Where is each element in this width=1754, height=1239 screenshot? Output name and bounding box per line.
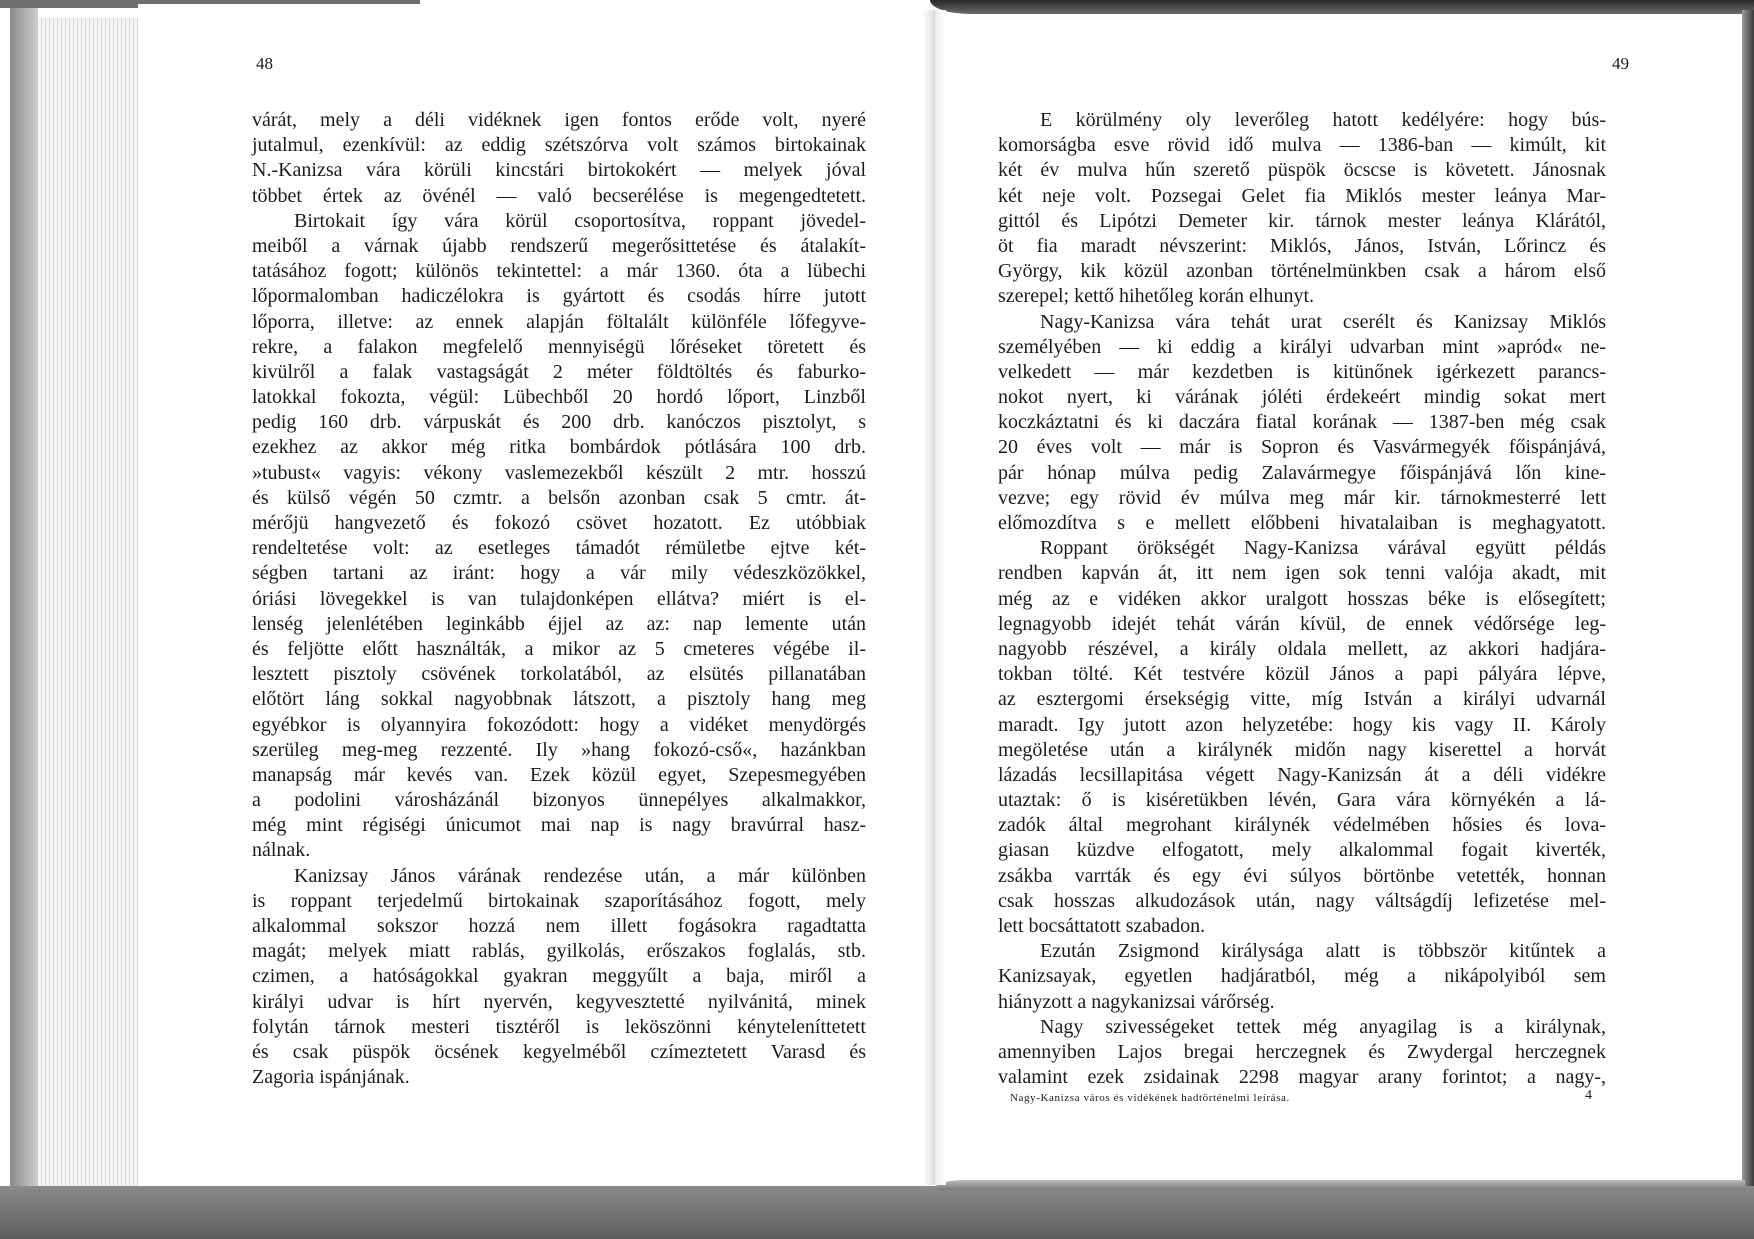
text-line: ségben tartani az iránt: hogy a vár mily védeszközökkel, bbox=[252, 562, 866, 585]
text-line: czimen, a hatóságokkal gyakran meggyűlt a baja, miről a bbox=[252, 965, 866, 988]
text-line: még az e vidéken akkor uralgott hosszas béke is elősegített; bbox=[998, 587, 1606, 610]
page-stack-edges bbox=[38, 18, 138, 1186]
right-page-body-text bbox=[998, 108, 1606, 1090]
text-line: várát, mely a déli vidéknek igen fontos erőde volt, nyeré bbox=[252, 109, 866, 131]
text-line: nokot nyert, ki várának jóléti érdekeért mindig sokat mert bbox=[998, 386, 1606, 409]
text-line: csak hosszas alkudozások után, nagy váltságdíj lefizetése mel- bbox=[998, 889, 1606, 912]
text-line: zadók által megrohant királynék védelmében hősies és lova- bbox=[998, 814, 1606, 837]
text-line: valamint ezek zsidainak 2298 magyar arany forintot; a nagy-, bbox=[998, 1066, 1606, 1089]
text-line: szerepel; kettő hihetőleg korán elhunyt. bbox=[998, 285, 1315, 308]
text-line: két neje volt. Pozsegai Gelet fia Miklós mester leánya Mar- bbox=[998, 184, 1606, 207]
text-line: ezekhez az akkor még ritka bombárdok pótlására 100 drb. bbox=[252, 436, 866, 459]
text-line: szerüleg meg-meg rezzenté. Ily »hang fokozó-cső«, hazánkban bbox=[252, 738, 866, 761]
text-line: latokkal fokozta, végül: Lübechből 20 hordó lőport, Linzből bbox=[252, 386, 866, 409]
book-cover-top-right-edge bbox=[930, 0, 1754, 14]
text-line: E körülmény oly leverőleg hatott kedélyére: hogy bús- bbox=[1040, 109, 1606, 131]
text-line: lázadás lecsillapitása végett Nagy-Kanizsán át a déli vidékre bbox=[998, 763, 1606, 786]
text-line: és csak püspök öcsének kegyelméből czímeztetett Varasd és bbox=[252, 1040, 866, 1063]
left-page-number: 48 bbox=[256, 54, 273, 73]
text-line: öt fia maradt névszerint: Miklós, János, István, Lőrincz és bbox=[998, 234, 1606, 257]
text-line: koczkáztatni és ki daczára fiatal korának — 1387-ben még csak bbox=[998, 411, 1606, 434]
text-line: giasan küzdve elfogatott, mely alkalommal fogait kiverték, bbox=[998, 839, 1606, 862]
text-line: és feljötte előtt használták, a mikor az 5 cmeteres végébe il- bbox=[252, 637, 866, 660]
text-line: »tubust« vagyis: vékony vaslemezekből készült 2 mtr. hosszú bbox=[252, 461, 866, 484]
text-line: egyébkor is olyannyira fokozódott: hogy a vidéket menydörgés bbox=[252, 713, 866, 736]
text-line: velkedett — már kezdetben is kitünőnek igérkezett parancs- bbox=[998, 360, 1606, 383]
text-line: Kanizsay János várának rendezése után, a már különben bbox=[294, 864, 866, 887]
text-line: még mint régiségi únicumot mai nap is nagy bravúrral hasz- bbox=[252, 814, 866, 837]
right-page-number: 49 bbox=[1612, 54, 1629, 73]
book-cover-bottom-edge bbox=[0, 1186, 1754, 1239]
text-line: N.-Kanizsa vára körüli kincstári birtokokért — melyek jóval bbox=[252, 159, 866, 182]
text-line: pár hónap múlva pedig Zalavármegye főispánjává lőn kine- bbox=[998, 461, 1606, 484]
text-line: tokban tölté. Két testvére közül János a papi pályára lépve, bbox=[998, 663, 1606, 686]
text-line: gittól és Lipótzi Demeter kir. tárnok mester leánya Klárától, bbox=[998, 209, 1606, 232]
text-line: manapság már kevés van. Ezek közül egyet, Szepesmegyében bbox=[252, 763, 866, 786]
text-line: lőpormalomban hadiczélokra is gyártott és csodás hírre jutott bbox=[252, 285, 866, 308]
text-line: lőporra, illetve: az ennek alapján föltalált különféle lőfegyve- bbox=[252, 310, 866, 333]
text-line: amennyiben Lajos bregai herczegnek és Zwydergal herczegnek bbox=[998, 1040, 1606, 1063]
text-line: pedig 160 drb. várpuskát és 200 drb. kanóczos pisztolyt, s bbox=[252, 411, 866, 434]
text-line: Zagoria ispánjának. bbox=[252, 1066, 410, 1089]
text-line: hiányzott a nagykanizsai várőrség. bbox=[998, 990, 1275, 1013]
text-line: Ezután Zsigmond királysága alatt is többször kitűntek a bbox=[1040, 940, 1606, 963]
text-line: a podolini városházánál bizonyos ünnepélyes alkalmakkor, bbox=[252, 789, 866, 812]
text-line: magát; melyek miatt rablás, gyilkolás, erőszakos foglalás, stb. bbox=[252, 940, 866, 963]
text-line: és külső végén 50 czmtr. a belsőn azonban csak 5 cmtr. át- bbox=[252, 486, 866, 509]
text-line: 20 éves volt — már is Sopron és Vasvármegyék főispánjává, bbox=[998, 436, 1606, 459]
book-cover-right-edge bbox=[1742, 10, 1754, 1239]
left-page-body-text bbox=[252, 108, 866, 1090]
text-line: többet értek az övénél — való becserélése is megengedtetett. bbox=[252, 184, 866, 207]
text-line: megöletése után a királynék midőn nagy kiserettel a horvát bbox=[998, 738, 1606, 761]
text-line: alkalommal sokszor hozzá nem illett fogásokra ragadtatta bbox=[252, 915, 866, 937]
text-line: az esztergomi érsekségig vitte, míg István a királyi udvarnál bbox=[998, 688, 1606, 711]
text-line: két év mulva hűn szerető püspök öcscse is követett. Jánosnak bbox=[998, 159, 1606, 182]
text-line: legnagyobb idejét tehát várán kívül, de ennek védőrsége leg- bbox=[998, 612, 1606, 635]
right-page-bottom-shadow bbox=[935, 1180, 1745, 1190]
signature-mark: 4 bbox=[1585, 1088, 1592, 1103]
text-line: is roppant terjedelmű birtokainak szaporításához fogott, mely bbox=[252, 889, 866, 912]
text-line: óriási lövegekkel is van tulajdonképen ellátva? miért is el- bbox=[252, 587, 866, 610]
text-line: kivülről a falak vastagságát 2 méter földtöltés és faburko- bbox=[252, 360, 866, 383]
book-gutter bbox=[922, 10, 946, 1185]
text-line: lett bocsáttatott szabadon. bbox=[998, 915, 1206, 937]
text-line: személyében — ki eddig a királyi udvarban mint »apród« ne- bbox=[998, 335, 1606, 358]
text-line: Nagy szivességeket tettek még anyagilag is a királynak, bbox=[1040, 1015, 1606, 1038]
text-line: mérőjü hangvezető és fokozó csövet hozatott. Ez utóbbiak bbox=[252, 512, 866, 534]
book-cover-left-edge bbox=[10, 8, 38, 1188]
text-line: maradt. Igy jutott azon helyzetébe: hogy kis vagy II. Károly bbox=[998, 713, 1606, 736]
text-line: lesztett pisztoly csövének torkolatából, az elsütés pillanatában bbox=[252, 663, 866, 686]
text-line: Kanizsayak, egyetlen hadjáratból, még a nikápolyiból sem bbox=[998, 965, 1606, 988]
text-line: vezve; egy rövid év múlva meg már kir. tárnokmesterré lett bbox=[998, 486, 1606, 509]
text-line: tatásához fogott; különös tekintettel: a már 1360. óta a lübechi bbox=[252, 260, 866, 283]
text-line: folytán tárnok mesteri tisztéről is leköszönni kényteleníttetett bbox=[252, 1015, 866, 1038]
text-line: jutalmul, ezenkívül: az eddig szétszórva volt számos birtokainak bbox=[252, 134, 866, 157]
signature-footer-title: Nagy-Kanizsa város és vidékének hadtörténelmi leírása. bbox=[1010, 1092, 1290, 1104]
text-line: Nagy-Kanizsa vára tehát urat cserélt és Kanizsay Miklós bbox=[1040, 310, 1606, 333]
text-line: meiből a várnak újabb rendszerű megerősittetése és átalakít- bbox=[252, 234, 866, 257]
text-line: rendeltetése volt: az esetleges támadót rémületbe ejtve két- bbox=[252, 537, 866, 560]
text-line: előtört láng sokkal nagyobbnak látszott, a pisztoly hang meg bbox=[252, 688, 866, 711]
text-line: zsákba varrták és egy évi súlyos börtönbe vetették, honnan bbox=[998, 864, 1606, 887]
text-line: rekre, a falakon megfelelő mennyiségü lőréseket töretett és bbox=[252, 335, 866, 358]
text-line: Roppant örökségét Nagy-Kanizsa várával együtt példás bbox=[1040, 537, 1606, 560]
text-line: Birtokait így vára körül csoportosítva, roppant jövedel- bbox=[294, 209, 866, 232]
text-line: előmozdítva s e mellett előbbeni hivatalaiban is meghagyatott. bbox=[998, 512, 1606, 534]
text-line: nálnak. bbox=[252, 839, 311, 862]
text-line: királyi udvar is hírt nyervén, kegyvesztetté nyilvánitá, minek bbox=[252, 990, 866, 1013]
text-line: utaztak: ő is kiséretükben lévén, Gara vára környékén a lá- bbox=[998, 789, 1606, 812]
text-line: nagyobb részével, a király oldala mellett, az akkori hadjára- bbox=[998, 637, 1606, 660]
text-line: lenség jelenlétében leginkább éjjel az az: nap lemente után bbox=[252, 612, 866, 635]
text-line: György, kik közül azonban történelmünkben csak a három első bbox=[998, 260, 1606, 283]
text-line: komorságba esve rövid idő mulva — 1386-ban — kimúlt, kit bbox=[998, 134, 1606, 157]
text-line: rendben kapván át, itt nem igen sok tenni valója akadt, mit bbox=[998, 562, 1606, 585]
